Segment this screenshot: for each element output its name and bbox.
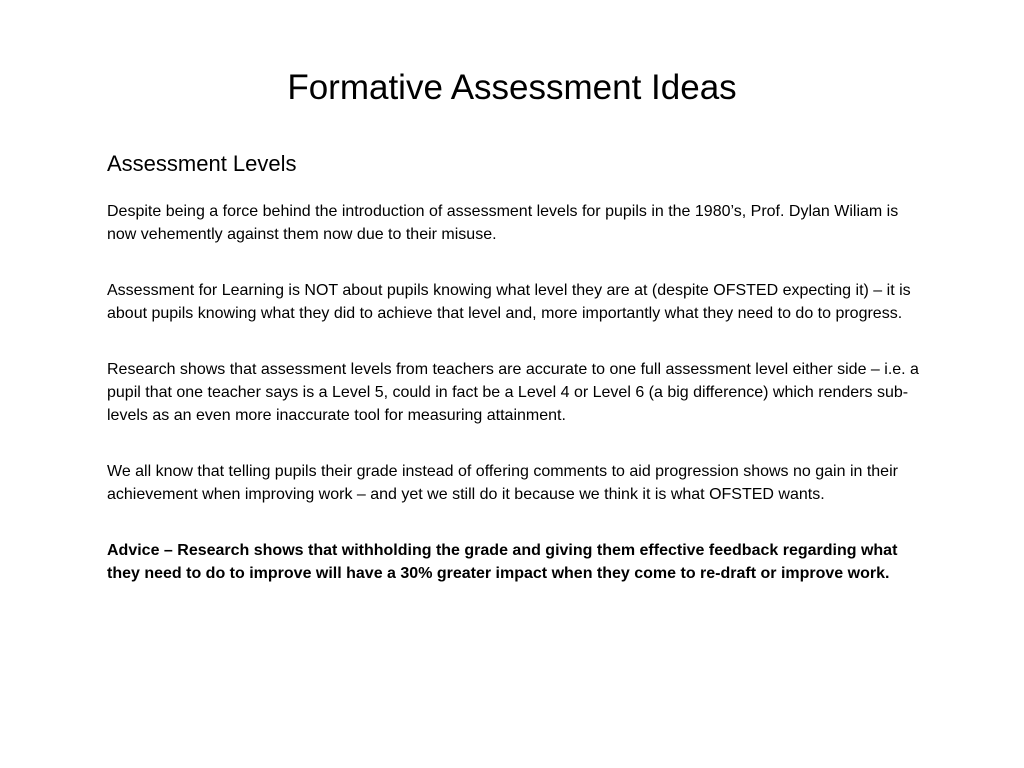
slide-body bbox=[107, 150, 919, 618]
paragraph-afl-purpose: Assessment for Learning is NOT about pupils knowing what level they are at (despite OFSTED expecting it) – it is about pupils knowing what they did to achieve that level and, more importantly what they need to do to progress. bbox=[107, 282, 911, 322]
paragraph-levels-origin: Despite being a force behind the introduction of assessment levels for pupils in the 1980’s, Prof. Dylan Wiliam is now vehemently against them now due to their misuse. bbox=[107, 203, 899, 243]
section-heading: Assessment Levels bbox=[107, 151, 297, 176]
paragraph-advice: Advice – Research shows that withholding the grade and giving them effective feedback regarding what they need to do to improve will have a 30% greater impact when they come to re-draft or improve work. bbox=[107, 542, 898, 582]
slide-title: Formative Assessment Ideas bbox=[287, 68, 737, 107]
paragraph-grades-vs-comments: We all know that telling pupils their grade instead of offering comments to aid progression shows no gain in their achievement when improving work – and yet we still do it because we think it is what OFSTED wants. bbox=[107, 463, 898, 503]
paragraph-research-accuracy: Research shows that assessment levels from teachers are accurate to one full assessment level either side – i.e. a pupil that one teacher says is a Level 5, could in fact be a Level 4 or Level 6 (a big difference) which renders sub-levels as an even more inaccurate tool for measuring attainment. bbox=[107, 361, 919, 424]
